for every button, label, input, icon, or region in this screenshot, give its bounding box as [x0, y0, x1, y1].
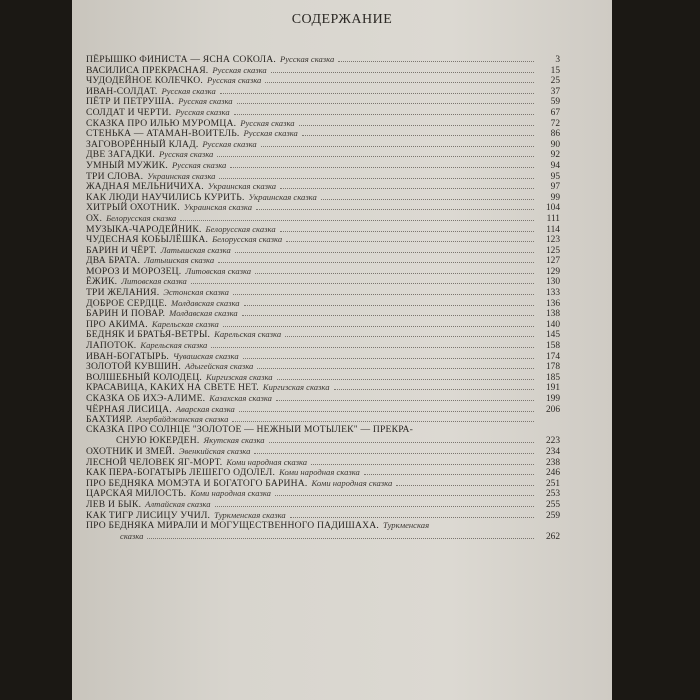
leader-dots [234, 108, 534, 115]
toc-entry-title: СОЛДАТ И ЧЕРТИ. [86, 106, 172, 118]
toc-entry-origin: Карельская сказка [140, 340, 208, 351]
toc-entry-page: 246 [545, 468, 560, 478]
toc-entry-page: 262 [545, 531, 560, 542]
toc-entry-title: ОХОТНИК И ЗМЕЙ. [86, 445, 175, 457]
leader-dots [286, 235, 534, 242]
toc-entry-title: ВОЛШЕБНЫЙ КОЛОДЕЦ. [86, 371, 202, 383]
toc-entry-origin: Аварская сказка [175, 403, 235, 414]
toc-entry [86, 65, 560, 76]
toc-entry-page: 3 [555, 55, 560, 65]
toc-entry-title: СНУЮ ЮКЕРДЕН. [116, 435, 200, 446]
leader-dots [223, 320, 534, 327]
toc-entry-origin: Белорусская сказка [212, 234, 283, 245]
toc-entry-title: ХИТРЫЙ ОХОТНИК. [86, 202, 180, 213]
toc-entry-title: КАК ТИГР ЛИСИЦУ УЧИЛ. [86, 509, 211, 521]
toc-entry-origin: Коми народная сказка [311, 477, 393, 488]
toc-entry [86, 234, 560, 245]
toc-entry [86, 435, 560, 446]
toc-entry [86, 531, 560, 542]
toc-entry [86, 457, 560, 468]
toc-entry [86, 361, 560, 372]
toc-entry [86, 224, 560, 235]
toc-entry [86, 128, 560, 139]
toc-entry [86, 181, 560, 192]
toc-entry-page: 223 [545, 436, 560, 446]
toc-entry-page: 94 [550, 160, 560, 171]
toc-entry-origin: Русская сказка [175, 106, 230, 117]
toc-entry-origin: Русская сказка [212, 64, 267, 75]
toc-entry-origin: Русская сказка [161, 85, 216, 96]
toc-entry-page: 234 [545, 446, 560, 457]
toc-entry-page: 129 [545, 266, 560, 277]
toc-entry [86, 382, 560, 393]
toc-entry-title: ЦАРСКАЯ МИЛОСТЬ. [86, 488, 187, 499]
toc-entry-title: ДВА БРАТА. [86, 255, 141, 266]
toc-entry-origin: Белорусская сказка [106, 212, 177, 223]
toc-entry-title: КАК ЛЮДИ НАУЧИЛИСЬ КУРИТЬ. [86, 191, 245, 203]
toc-entry [86, 298, 560, 309]
toc-entry-origin: Карельская сказка [151, 318, 219, 329]
leader-dots [299, 119, 534, 126]
toc-entry [86, 171, 560, 182]
toc-entry-origin: Эстонская сказка [163, 287, 229, 298]
leader-dots [191, 277, 534, 284]
toc-entry-origin: Коми народная сказка [279, 467, 360, 478]
toc-entry-origin: Казахская сказка [209, 393, 272, 403]
toc-entry [86, 488, 560, 499]
toc-entry-title: ЛАПОТОК. [86, 340, 137, 351]
toc-entry-origin: Русская сказка [207, 75, 262, 86]
leader-dots [276, 394, 534, 401]
leader-dots [334, 383, 534, 390]
toc-entry [86, 499, 560, 510]
toc-entry [86, 351, 560, 362]
toc-entry-page: 15 [550, 65, 560, 76]
toc-entry-page: 123 [545, 235, 560, 245]
toc-entry-title: ЧУДЕСНАЯ КОБЫЛЁШКА. [86, 234, 209, 245]
toc-entry-page: 133 [545, 288, 560, 298]
toc-entry-title: ПРО БЕДНЯКА МИРАЛИ И МОГУЩЕСТВЕННОГО ПАДИШАХА. [86, 520, 379, 531]
toc-entry [86, 202, 560, 213]
toc-entry-title: ПЁРЫШКО ФИНИСТА — ЯСНА СОКОЛА. [86, 54, 276, 65]
toc-entry-origin: Киргизская сказка [262, 382, 330, 393]
toc-entry-origin: Украинская сказка [147, 170, 216, 181]
toc-entry [86, 478, 560, 489]
toc-entry-origin: Молдавская сказка [171, 297, 240, 308]
toc-entry-origin: Русская сказка [178, 96, 233, 107]
toc-entry-title: МУЗЫКА-ЧАРОДЕЙНИК. [86, 223, 202, 235]
leader-dots [220, 87, 534, 94]
toc-entry-origin: Русская сказка [202, 138, 257, 149]
toc-entry-title: БЕДНЯК И БРАТЬЯ-ВЕТРЫ. [86, 329, 211, 341]
toc-entry-origin: Русская сказка [159, 149, 214, 160]
toc-entry [86, 467, 560, 478]
toc-entry-page: 253 [545, 489, 560, 499]
toc-entry-title: ЧЁРНАЯ ЛИСИЦА. [86, 403, 172, 415]
toc-entry-origin: Литовская сказка [121, 276, 187, 287]
toc-entry-origin: Коми народная сказка [190, 488, 271, 499]
toc-entry-title: ТРИ ЖЕЛАНИЯ. [86, 287, 160, 298]
toc-entry-title: ПРО АКИМА. [86, 318, 148, 330]
toc-entry-title: СКАЗКА ПРО ИЛЬЮ МУРОМЦА. [86, 117, 237, 129]
leader-dots [235, 246, 534, 253]
toc-entry-title: СКАЗКА ОБ ИХЭ-АЛИМЕ. [86, 393, 206, 404]
toc-entry-origin: Эвенкийская сказка [178, 445, 251, 456]
toc-entry [86, 139, 560, 150]
toc-entry-origin: Киргизская сказка [205, 371, 273, 382]
toc-entry-title: ЛЕВ И БЫК. [86, 498, 142, 510]
toc-entry [86, 160, 560, 171]
toc-entry [86, 86, 560, 97]
leader-dots [302, 129, 534, 136]
toc-entry [86, 245, 560, 256]
leader-dots [239, 405, 534, 412]
toc-entry-title: ЛЕСНОЙ ЧЕЛОВЕК ЯГ-МОРТ. [86, 456, 223, 468]
toc-entry-origin: Коми народная сказка [226, 456, 308, 467]
toc-entry-page: 255 [545, 499, 560, 510]
toc-entry-page: 67 [550, 107, 560, 118]
toc-entry-page: 72 [550, 118, 560, 129]
toc-entry [86, 372, 560, 383]
leader-dots [280, 225, 534, 232]
toc-entry-title: КРАСАВИЦА, КАКИХ НА СВЕТЕ НЕТ. [86, 382, 259, 393]
toc-entry [86, 75, 560, 86]
toc-entry-page: 130 [545, 277, 560, 288]
toc-entry [86, 510, 560, 521]
toc-entry-page: 145 [545, 330, 560, 341]
toc-entry [86, 118, 560, 129]
toc-entry-page: 114 [546, 224, 560, 235]
leader-dots [232, 415, 534, 422]
toc-entry-origin: Русская сказка [279, 54, 335, 64]
leader-dots [285, 330, 534, 337]
leader-dots [242, 309, 534, 316]
toc-entry-page: 185 [545, 372, 560, 383]
leader-dots [277, 373, 534, 380]
toc-entry-page: 251 [545, 478, 560, 489]
toc-entry-title: СКАЗКА ПРО СОЛНЦЕ "ЗОЛОТОЕ — НЕЖНЫЙ МОТЫЛЁК" — ПРЕКРА- [86, 424, 414, 435]
toc-entry-origin: Русская сказка [172, 159, 227, 170]
toc-entry-title: ДВЕ ЗАГАДКИ. [86, 149, 156, 160]
toc-entry [86, 54, 560, 65]
leader-dots [396, 479, 534, 486]
toc-entry-page: 97 [550, 182, 560, 192]
toc-entry [86, 213, 560, 224]
toc-entry-origin: Русская сказка [240, 117, 295, 128]
toc-entry-title: УМНЫЙ МУЖИК. [86, 159, 168, 171]
toc-entry [86, 192, 560, 203]
leader-dots [321, 193, 534, 200]
toc-entry-page: 92 [550, 150, 560, 160]
toc-entry-page: 25 [550, 76, 560, 86]
toc-entry-page: 99 [550, 192, 560, 203]
toc-entry [86, 319, 560, 330]
toc-entry-origin: Украинская сказка [183, 202, 252, 213]
toc-entry-page: 104 [545, 203, 560, 213]
leader-dots [211, 341, 534, 348]
leader-dots [271, 66, 534, 73]
leader-dots [256, 203, 534, 210]
toc-entry-title: ТРИ СЛОВА. [86, 170, 144, 182]
toc-entry-title: ОХ. [86, 212, 103, 224]
toc-entry-origin: Русская сказка [243, 128, 298, 139]
toc-entry-page: 86 [550, 129, 560, 139]
leader-dots [218, 256, 534, 263]
leader-dots [269, 436, 534, 443]
leader-dots [261, 140, 534, 147]
book-page [72, 0, 612, 700]
toc-entry-origin: Латышская сказка [160, 244, 231, 255]
toc-entry-title: ИВАН-БОГАТЫРЬ. [86, 350, 170, 362]
leader-dots [217, 150, 534, 157]
leader-dots [257, 362, 534, 369]
leader-dots [254, 447, 534, 454]
toc-entry-page: 111 [546, 213, 560, 224]
leader-dots [233, 288, 534, 295]
toc-entry-origin: Литовская сказка [185, 265, 252, 276]
toc-entry [86, 287, 560, 298]
toc-entry-origin: Украинская сказка [207, 181, 277, 192]
toc-entry [86, 308, 560, 319]
toc-entry-origin: Азербайджанская сказка [136, 414, 229, 425]
toc-entry-page: 136 [545, 298, 560, 309]
toc-entry-origin: Молдавская сказка [169, 308, 238, 319]
toc-entry-page: 140 [545, 319, 560, 330]
leader-dots [230, 161, 534, 168]
toc-entry-origin: Адыгейская сказка [185, 361, 254, 372]
toc-entry-page: 199 [545, 394, 560, 404]
toc-entry-origin: Карельская сказка [214, 329, 282, 340]
toc-entry [86, 414, 560, 425]
toc-entry-origin: Белорусская сказка [205, 223, 276, 234]
leader-dots [275, 489, 534, 496]
toc-entry-origin: Якутская сказка [203, 435, 265, 446]
leader-dots [215, 500, 534, 507]
toc-entry-origin: Туркменская [383, 520, 430, 531]
toc-entry-origin: Туркменская сказка [214, 509, 286, 520]
toc-entry-page: 59 [550, 97, 560, 107]
toc-entry-page: 259 [545, 510, 560, 521]
toc-entry-title: ВАСИЛИСА ПРЕКРАСНАЯ. [86, 64, 209, 76]
leader-dots [280, 182, 534, 189]
toc-entry-title: ИВАН-СОЛДАТ. [86, 85, 158, 97]
toc-entry [86, 425, 560, 436]
toc-entry [86, 329, 560, 340]
toc-entry-title: БАРИН И ЧЁРТ. [86, 244, 157, 256]
toc-entry-page: 158 [545, 341, 560, 351]
toc-entry-title: ЖАДНАЯ МЕЛЬНИЧИХА. [86, 181, 204, 192]
leader-dots [180, 214, 534, 221]
leader-dots [255, 267, 534, 274]
leader-dots [147, 532, 534, 539]
toc-entry-origin: сказка [120, 530, 144, 541]
toc-entry-page: 138 [545, 309, 560, 319]
toc-entry-title: ПРО БЕДНЯКА МОМЭТА И БОГАТОГО БАРИНА. [86, 477, 308, 489]
toc-entry-page: 191 [545, 383, 560, 393]
toc-entry-page: 37 [550, 86, 560, 97]
toc-entry [86, 266, 560, 277]
toc-entry [86, 255, 560, 266]
toc-entry-page: 90 [550, 139, 560, 150]
toc-entry-title: ЧУДОДЕЙНОЕ КОЛЕЧКО. [86, 75, 203, 86]
toc-entry [86, 340, 560, 351]
toc-entry-origin: Украинская сказка [248, 191, 317, 202]
toc-entry-title: ЗАГОВОРЁННЫЙ КЛАД. [86, 138, 199, 150]
toc-entry [86, 404, 560, 415]
toc-entry-page: 206 [545, 404, 560, 415]
toc-entry [86, 276, 560, 287]
toc-entry-title: КАК ПЕРА-БОГАТЫРЬ ЛЕШЕГО ОДОЛЕЛ. [86, 467, 276, 478]
toc-entry [86, 107, 560, 118]
toc-entry [86, 96, 560, 107]
leader-dots [243, 352, 534, 359]
leader-dots [244, 299, 534, 306]
toc-entry [86, 393, 560, 404]
toc-entry [86, 520, 560, 531]
toc-entry [86, 446, 560, 457]
toc-entry-page: 178 [545, 362, 560, 372]
leader-dots [265, 76, 534, 83]
toc-entry-origin: Алтайская сказка [145, 498, 211, 509]
leader-dots [364, 468, 534, 475]
leader-dots [290, 511, 534, 518]
toc-entry-page: 127 [545, 256, 560, 266]
toc-entry-page: 95 [550, 171, 560, 182]
toc-entry-page: 125 [545, 245, 560, 256]
toc-entry-origin: Латышская сказка [144, 255, 215, 266]
toc-entry-title: ЗОЛОТОЙ КУВШИН. [86, 361, 182, 372]
toc-entry [86, 149, 560, 160]
toc-entry-title: ДОБРОЕ СЕРДЦЕ. [86, 297, 168, 309]
toc-entry-origin: Чувашская сказка [173, 350, 239, 361]
toc-entry-title: БАХТИЯР. [86, 414, 133, 425]
toc-entry-page: 174 [545, 351, 560, 362]
leader-dots [338, 55, 534, 62]
toc-entry-page: 238 [545, 457, 560, 468]
toc-entry-title: МОРОЗ И МОРОЗЕЦ. [86, 265, 182, 277]
toc-entry-title: СТЕНЬКА — АТАМАН-ВОИТЕЛЬ. [86, 128, 240, 139]
table-of-contents [86, 54, 560, 541]
leader-dots [219, 172, 534, 179]
leader-dots [311, 458, 534, 465]
toc-entry-title: БАРИН И ПОВАР. [86, 308, 166, 319]
leader-dots [237, 97, 534, 104]
page-title: СОДЕРЖАНИЕ [291, 12, 393, 27]
toc-entry-title: ПЁТР И ПЕТРУША. [86, 96, 175, 107]
toc-entry-title: ЁЖИК. [86, 276, 118, 288]
